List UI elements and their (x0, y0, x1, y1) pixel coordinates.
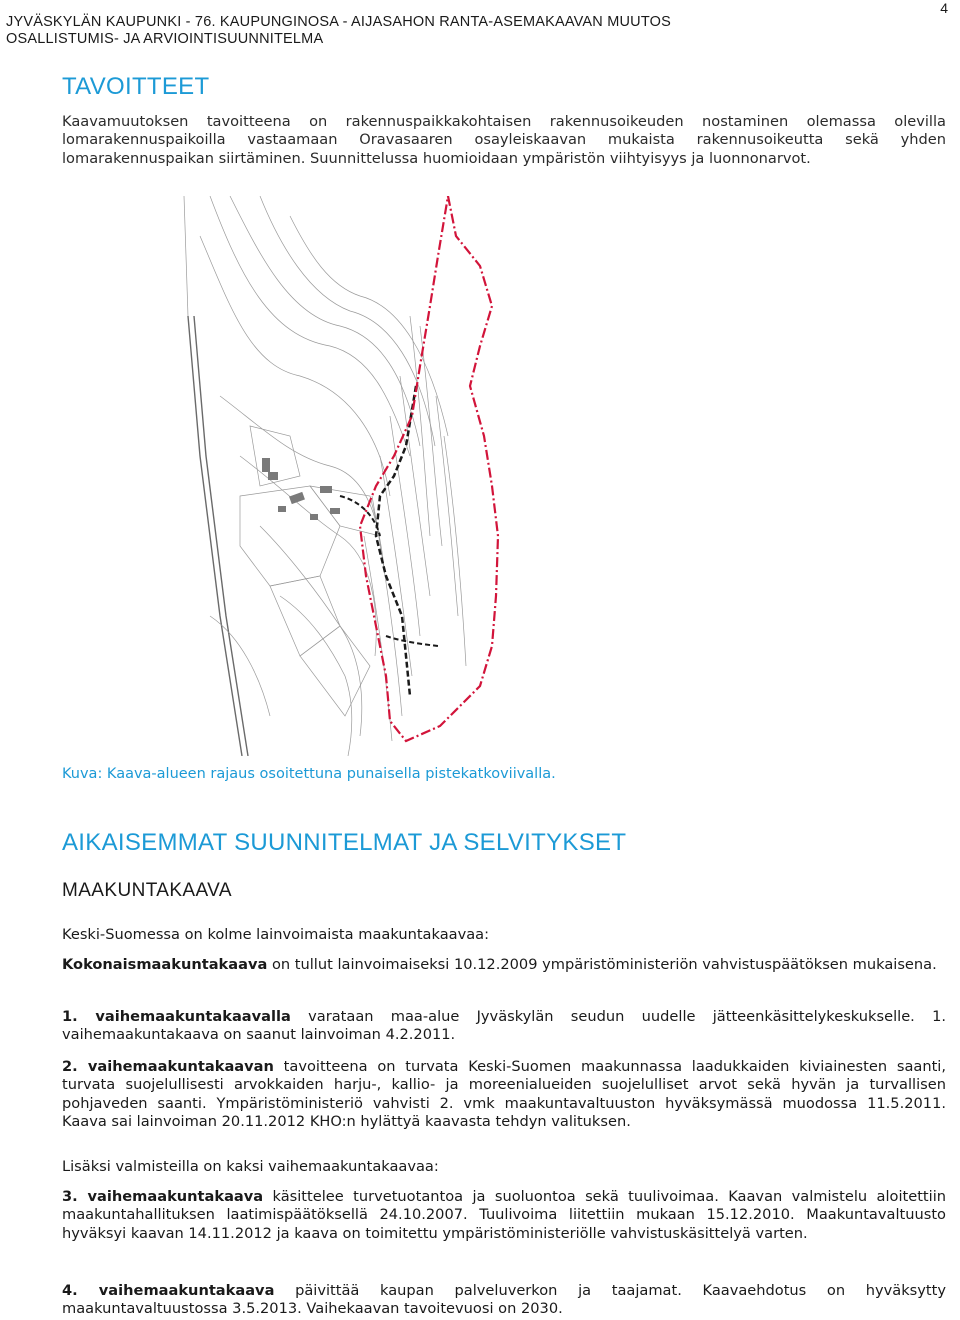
subsection-title-maakuntakaava: MAAKUNTAKAAVA (62, 880, 232, 901)
header-line-1: JYVÄSKYLÄN KAUPUNKI - 76. KAUPUNGINOSA - AIJASAHON RANTA-ASEMAKAAVAN MUUTOS (6, 14, 671, 30)
paragraph-body: on tullut lainvoimaiseksi 10.12.2009 ympäristöministeriön vahvistuspäätöksen mukaisena. (267, 956, 937, 973)
paragraph-1-vaihemaakuntakaava (62, 1008, 946, 1045)
paragraph-lead: Kokonaismaakuntakaava (62, 956, 268, 973)
paragraph-body: käsittelee turvetuotantoa ja suoluontoa sekä tuulivoimaa. Kaavan valmistelu aloitettiin maakuntahallituksen laatimispäätöksellä 24.10.2007. Tuulivoima liitettiin mukaan 15.12.2010. Maakuntavaltuusto hyväksyi kaavan 14.11.2012 ja kaava on toimitettu ympäristöministeriölle vahvistuskäsittelyä varten. (62, 1188, 947, 1242)
paragraph-4-vaihemaakuntakaava (62, 1282, 946, 1319)
paragraph-body: päivittää kaupan palveluverkon ja taajamat. Kaavaehdotus on hyväksytty maakuntavaltuustossa 3.5.2013. Vaihekaavan tavoitevuosi on 2030. (62, 1282, 946, 1318)
section-title-aikaisemmat: AIKAISEMMAT SUUNNITELMAT JA SELVITYKSET (62, 829, 627, 856)
paragraph-body: tavoitteena on turvata Keski-Suomen maakunnassa laadukkaiden kiviainesten saanti, turvata suojelullisesti arvokkaiden harju-, kallio- ja moreenialueiden suojelulliset arvot sekä hyvän ja turvallisen pohjaveden saanti. Ympäristöministeriö vahvisti 2. vmk maakuntavaltuuston hyväksymässä muodossa 11.5.2011. Kaava sai lainvoiman 20.11.2012 KHO:n hylättyä kaavasta tehdyn valituksen. (62, 1058, 946, 1131)
paragraph-lead: 4. vaihemaakuntakaava (62, 1282, 275, 1299)
paragraph-lead: 3. vaihemaakuntakaava (62, 1188, 264, 1205)
plan-area-map (180, 196, 510, 756)
paragraph-kokonaismaakuntakaava (62, 956, 946, 974)
figure-caption: Kuva: Kaava-alueen rajaus osoitettuna punaisella pistekatkoviivalla. (62, 766, 556, 782)
tavoitteet-paragraph: Kaavamuutoksen tavoitteena on rakennuspaikkakohtaisen rakennusoikeuden nostaminen olemassa olevilla lomarakennuspaikoilla vastaamaan Oravasaaren osayleiskaavan mukaista rakennusoikeutta sekä yhden lomarakennuspaikan siirtäminen. Suunnittelussa huomioidaan ympäristön viihtyisyys ja luonnonarvot. (62, 113, 946, 167)
maakuntakaava-intro: Keski-Suomessa on kolme lainvoimaista maakuntakaavaa: (62, 926, 490, 943)
document-header (6, 14, 671, 48)
paragraph-lead: 1. vaihemaakuntakaavalla (62, 1008, 291, 1025)
paragraph-body: varataan maa-alue Jyväskylän seudun uudelle jätteenkäsittelykeskukselle. 1. vaihemaakuntakaava on saanut lainvoiman 4.2.2011. (62, 1008, 946, 1044)
page-number: 4 (940, 0, 948, 16)
section-title-tavoitteet: TAVOITTEET (62, 73, 210, 100)
paragraph-lead: 2. vaihemaakuntakaavan (62, 1058, 274, 1075)
paragraph-2-vaihemaakuntakaava (62, 1058, 946, 1132)
paragraph-3-vaihemaakuntakaava (62, 1188, 946, 1243)
header-line-2: OSALLISTUMIS- JA ARVIOINTISUUNNITELMA (6, 31, 324, 47)
paragraph-lisaksi: Lisäksi valmisteilla on kaksi vaihemaakuntakaavaa: (62, 1158, 439, 1175)
